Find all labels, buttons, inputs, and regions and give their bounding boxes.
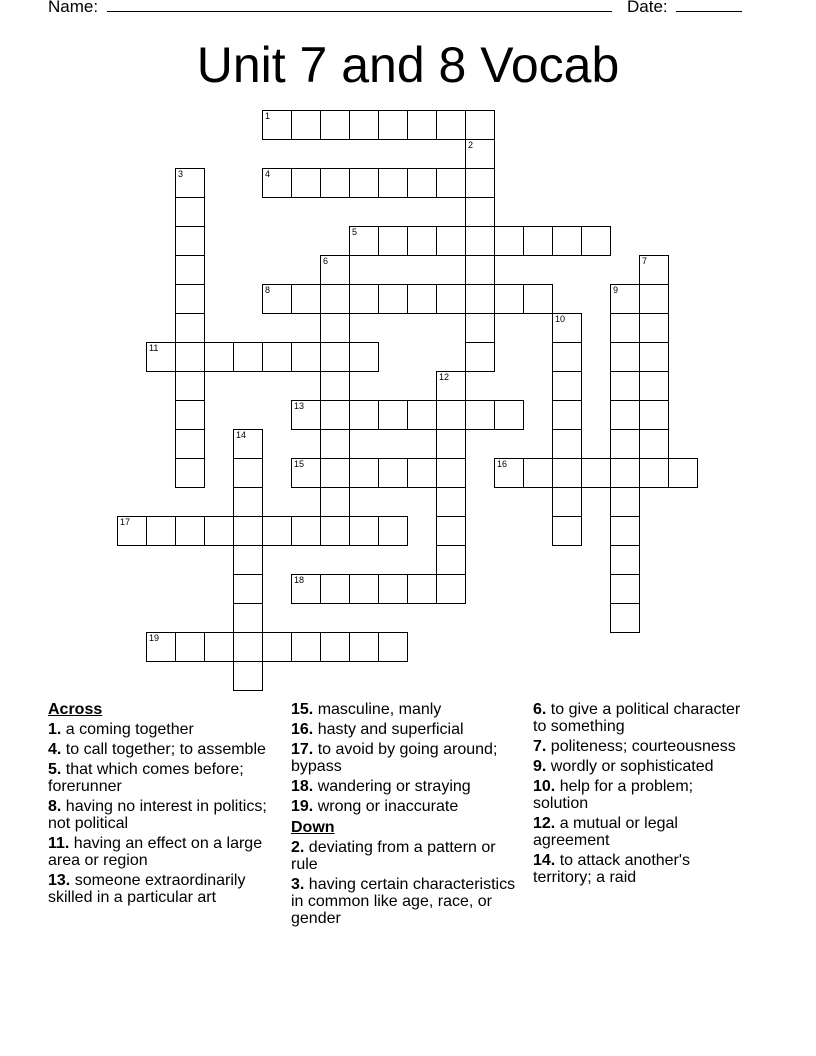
across-clue-list-continued bbox=[291, 701, 523, 815]
clue-item bbox=[533, 852, 748, 886]
grid-cell[interactable] bbox=[204, 342, 234, 372]
clue-number: 15 bbox=[294, 459, 305, 469]
grid-cell[interactable] bbox=[320, 371, 350, 401]
grid-cell[interactable] bbox=[378, 574, 408, 604]
grid-cell[interactable] bbox=[175, 197, 205, 227]
clue-text: to call together; to assemble bbox=[61, 741, 266, 758]
grid-cell[interactable] bbox=[552, 487, 582, 517]
grid-cell[interactable] bbox=[465, 342, 495, 372]
across-heading: Across bbox=[48, 701, 103, 718]
grid-cell[interactable] bbox=[175, 342, 205, 372]
clue-item bbox=[48, 741, 278, 758]
grid-cell[interactable] bbox=[552, 400, 582, 430]
grid-cell[interactable] bbox=[320, 110, 350, 140]
clue-item bbox=[48, 872, 278, 906]
grid-cell[interactable] bbox=[349, 226, 379, 256]
grid-cell[interactable] bbox=[175, 226, 205, 256]
grid-cell[interactable] bbox=[378, 110, 408, 140]
grid-cell[interactable] bbox=[639, 458, 669, 488]
grid-cell[interactable] bbox=[175, 632, 205, 662]
clue-number-label: 7. bbox=[533, 738, 547, 755]
clue-number-label: 1. bbox=[48, 721, 62, 738]
grid-cell[interactable] bbox=[262, 632, 292, 662]
grid-cell[interactable] bbox=[436, 371, 466, 401]
grid-cell[interactable] bbox=[610, 516, 640, 546]
grid-cell[interactable] bbox=[465, 226, 495, 256]
grid-cell[interactable] bbox=[610, 574, 640, 604]
grid-cell[interactable] bbox=[233, 487, 263, 517]
grid-cell[interactable] bbox=[465, 110, 495, 140]
grid-cell[interactable] bbox=[610, 342, 640, 372]
grid-cell[interactable] bbox=[407, 400, 437, 430]
grid-cell[interactable] bbox=[639, 313, 669, 343]
grid-cell[interactable] bbox=[320, 284, 350, 314]
grid-cell[interactable] bbox=[465, 197, 495, 227]
clue-text: to attack another's territory; a raid bbox=[533, 852, 690, 886]
clue-number-label: 5. bbox=[48, 761, 62, 778]
grid-cell[interactable] bbox=[494, 284, 524, 314]
grid-cell[interactable] bbox=[117, 516, 147, 546]
grid-cell[interactable] bbox=[436, 487, 466, 517]
grid-cell[interactable] bbox=[291, 574, 321, 604]
clue-text: wrong or inaccurate bbox=[313, 798, 459, 815]
grid-cell[interactable] bbox=[175, 400, 205, 430]
grid-cell[interactable] bbox=[552, 313, 582, 343]
grid-cell[interactable] bbox=[407, 284, 437, 314]
clue-number-label: 12. bbox=[533, 815, 556, 832]
clue-number-label: 14. bbox=[533, 852, 556, 869]
clue-number: 13 bbox=[294, 401, 305, 411]
date-label: Date: bbox=[627, 0, 668, 16]
clue-text: having an effect on a large area or region bbox=[48, 835, 263, 869]
grid-cell[interactable] bbox=[233, 574, 263, 604]
grid-cell[interactable] bbox=[523, 226, 553, 256]
grid-cell[interactable] bbox=[320, 400, 350, 430]
clue-item bbox=[291, 721, 523, 738]
clue-text: a mutual or legal agreement bbox=[533, 815, 678, 849]
clue-text: hasty and superficial bbox=[313, 721, 464, 738]
clue-number-label: 9. bbox=[533, 758, 547, 775]
grid-cell[interactable] bbox=[291, 284, 321, 314]
grid-cell[interactable] bbox=[436, 110, 466, 140]
clue-item bbox=[291, 741, 523, 775]
clue-text: help for a problem; solution bbox=[533, 778, 694, 812]
grid-cell[interactable] bbox=[552, 458, 582, 488]
name-label: Name: bbox=[48, 0, 99, 16]
grid-cell[interactable] bbox=[465, 313, 495, 343]
grid-cell[interactable] bbox=[262, 168, 292, 198]
grid-cell[interactable] bbox=[668, 458, 698, 488]
grid-cell[interactable] bbox=[291, 400, 321, 430]
clues-column-3 bbox=[533, 699, 748, 889]
grid-cell[interactable] bbox=[320, 429, 350, 459]
grid-cell[interactable] bbox=[262, 110, 292, 140]
grid-cell[interactable] bbox=[204, 516, 234, 546]
clue-number: 6 bbox=[323, 256, 329, 266]
grid-cell[interactable] bbox=[349, 516, 379, 546]
grid-cell[interactable] bbox=[610, 284, 640, 314]
clue-number-label: 4. bbox=[48, 741, 62, 758]
clues-column-2 bbox=[291, 699, 523, 930]
grid-cell[interactable] bbox=[233, 458, 263, 488]
clue-text: having certain characteristics in common like age, race, or gender bbox=[291, 876, 516, 927]
clue-number-label: 6. bbox=[533, 701, 547, 718]
clue-number-label: 18. bbox=[291, 778, 314, 795]
clue-text: someone extraordinarily skilled in a particular art bbox=[48, 872, 246, 906]
clue-number: 3 bbox=[178, 169, 184, 179]
grid-cell[interactable] bbox=[349, 632, 379, 662]
clue-text: politeness; courteousness bbox=[546, 738, 736, 755]
clue-item bbox=[48, 798, 278, 832]
clue-number-label: 17. bbox=[291, 741, 314, 758]
clue-number: 2 bbox=[468, 140, 474, 150]
grid-cell[interactable] bbox=[262, 284, 292, 314]
grid-cell[interactable] bbox=[320, 632, 350, 662]
grid-cell[interactable] bbox=[407, 458, 437, 488]
clue-item bbox=[48, 761, 278, 795]
grid-cell[interactable] bbox=[349, 574, 379, 604]
page-title: Unit 7 and 8 Vocab bbox=[196, 37, 620, 93]
clue-item bbox=[48, 835, 278, 869]
grid-cell[interactable] bbox=[175, 313, 205, 343]
grid-cell[interactable] bbox=[378, 284, 408, 314]
grid-cell[interactable] bbox=[610, 458, 640, 488]
across-clue-list bbox=[48, 721, 278, 906]
grid-cell[interactable] bbox=[291, 110, 321, 140]
clue-number-label: 8. bbox=[48, 798, 62, 815]
clue-item bbox=[291, 798, 523, 815]
grid-cell[interactable] bbox=[146, 632, 176, 662]
grid-cell[interactable] bbox=[639, 371, 669, 401]
grid-cell[interactable] bbox=[320, 255, 350, 285]
clue-number: 4 bbox=[265, 169, 271, 179]
grid-cell[interactable] bbox=[146, 342, 176, 372]
grid-cell[interactable] bbox=[320, 458, 350, 488]
grid-cell[interactable] bbox=[378, 632, 408, 662]
grid-cell[interactable] bbox=[175, 371, 205, 401]
clue-item bbox=[533, 778, 748, 812]
grid-cell[interactable] bbox=[610, 545, 640, 575]
clue-number-label: 16. bbox=[291, 721, 314, 738]
clue-item bbox=[533, 738, 748, 755]
clue-text: to give a political character to something bbox=[533, 701, 741, 735]
grid-cell[interactable] bbox=[378, 516, 408, 546]
clue-text: to avoid by going around; bypass bbox=[291, 741, 498, 775]
clue-item bbox=[291, 876, 523, 927]
grid-cell[interactable] bbox=[610, 371, 640, 401]
clue-number: 17 bbox=[120, 517, 131, 527]
grid-cell[interactable] bbox=[610, 429, 640, 459]
grid-cell[interactable] bbox=[407, 168, 437, 198]
grid-cell[interactable] bbox=[378, 168, 408, 198]
grid-cell[interactable] bbox=[349, 400, 379, 430]
grid-cell[interactable] bbox=[378, 458, 408, 488]
grid-cell[interactable] bbox=[175, 429, 205, 459]
grid-cell[interactable] bbox=[204, 632, 234, 662]
grid-cell[interactable] bbox=[262, 516, 292, 546]
clue-item bbox=[291, 701, 523, 718]
clue-number: 11 bbox=[149, 343, 159, 353]
grid-cell[interactable] bbox=[581, 226, 611, 256]
clue-number-label: 3. bbox=[291, 876, 305, 893]
clue-item bbox=[533, 815, 748, 849]
grid-cell[interactable] bbox=[465, 400, 495, 430]
grid-cell[interactable] bbox=[639, 255, 669, 285]
grid-cell[interactable] bbox=[436, 516, 466, 546]
grid-cell[interactable] bbox=[349, 168, 379, 198]
grid-cell[interactable] bbox=[436, 458, 466, 488]
grid-cell[interactable] bbox=[639, 342, 669, 372]
grid-cell[interactable] bbox=[494, 226, 524, 256]
grid-cell[interactable] bbox=[523, 284, 553, 314]
grid-cell[interactable] bbox=[639, 284, 669, 314]
clue-item bbox=[291, 778, 523, 795]
grid-cell[interactable] bbox=[233, 545, 263, 575]
clues-column-1 bbox=[48, 699, 278, 909]
grid-cell[interactable] bbox=[436, 545, 466, 575]
grid-cell[interactable] bbox=[320, 313, 350, 343]
grid-cell[interactable] bbox=[610, 603, 640, 633]
down-heading: Down bbox=[291, 819, 335, 836]
grid-cell[interactable] bbox=[436, 226, 466, 256]
grid-cell[interactable] bbox=[291, 632, 321, 662]
grid-cell[interactable] bbox=[494, 458, 524, 488]
grid-cell[interactable] bbox=[581, 458, 611, 488]
grid-cell[interactable] bbox=[407, 226, 437, 256]
grid-cell[interactable] bbox=[552, 226, 582, 256]
grid-cell[interactable] bbox=[523, 458, 553, 488]
clue-number: 19 bbox=[149, 633, 160, 643]
grid-cell[interactable] bbox=[175, 284, 205, 314]
grid-cell[interactable] bbox=[320, 574, 350, 604]
clue-text: that which comes before; forerunner bbox=[48, 761, 244, 795]
grid-cell[interactable] bbox=[436, 168, 466, 198]
clue-text: having no interest in politics; not political bbox=[48, 798, 267, 832]
clue-number: 12 bbox=[439, 372, 450, 382]
grid-cell[interactable] bbox=[175, 458, 205, 488]
clue-number: 7 bbox=[642, 256, 648, 266]
grid-cell[interactable] bbox=[407, 574, 437, 604]
grid-cell[interactable] bbox=[349, 284, 379, 314]
grid-cell[interactable] bbox=[233, 661, 263, 691]
grid-cell[interactable] bbox=[552, 429, 582, 459]
grid-cell[interactable] bbox=[291, 342, 321, 372]
grid-cell[interactable] bbox=[320, 168, 350, 198]
clue-number-label: 13. bbox=[48, 872, 71, 889]
grid-cell[interactable] bbox=[552, 516, 582, 546]
grid-cell[interactable] bbox=[465, 168, 495, 198]
clue-number: 9 bbox=[613, 285, 619, 295]
grid-cell[interactable] bbox=[639, 429, 669, 459]
clue-item bbox=[533, 758, 748, 775]
grid-cell[interactable] bbox=[146, 516, 176, 546]
grid-cell[interactable] bbox=[610, 313, 640, 343]
grid-cell[interactable] bbox=[610, 487, 640, 517]
clue-number-label: 2. bbox=[291, 839, 305, 856]
down-clue-list bbox=[291, 839, 523, 927]
grid-cell[interactable] bbox=[465, 139, 495, 169]
grid-cell[interactable] bbox=[436, 574, 466, 604]
grid-cell[interactable] bbox=[291, 516, 321, 546]
clue-number: 8 bbox=[265, 285, 271, 295]
grid-cell[interactable] bbox=[291, 168, 321, 198]
grid-cell[interactable] bbox=[552, 342, 582, 372]
grid-cell[interactable] bbox=[465, 255, 495, 285]
grid-cell[interactable] bbox=[320, 487, 350, 517]
down-clue-list-continued bbox=[533, 701, 748, 886]
grid-cell[interactable] bbox=[233, 429, 263, 459]
grid-cell[interactable] bbox=[378, 400, 408, 430]
grid-cell[interactable] bbox=[291, 458, 321, 488]
grid-cell[interactable] bbox=[233, 342, 263, 372]
grid-cell[interactable] bbox=[610, 400, 640, 430]
grid-cell[interactable] bbox=[349, 342, 379, 372]
clue-number-label: 11. bbox=[48, 835, 70, 852]
clue-text: wandering or straying bbox=[313, 778, 471, 795]
grid-cell[interactable] bbox=[320, 516, 350, 546]
grid-cell[interactable] bbox=[465, 284, 495, 314]
clue-number: 1 bbox=[265, 111, 271, 121]
grid-cell[interactable] bbox=[436, 284, 466, 314]
grid-cell[interactable] bbox=[639, 400, 669, 430]
grid-cell[interactable] bbox=[436, 429, 466, 459]
clue-text: wordly or sophisticated bbox=[546, 758, 714, 775]
grid-cell[interactable] bbox=[494, 400, 524, 430]
grid-cell[interactable] bbox=[349, 458, 379, 488]
grid-cell[interactable] bbox=[233, 603, 263, 633]
grid-cell[interactable] bbox=[233, 632, 263, 662]
grid-cell[interactable] bbox=[262, 342, 292, 372]
clue-text: deviating from a pattern or rule bbox=[291, 839, 496, 873]
grid-cell[interactable] bbox=[349, 110, 379, 140]
grid-cell[interactable] bbox=[552, 371, 582, 401]
clue-number: 14 bbox=[236, 430, 247, 440]
clue-item bbox=[533, 701, 748, 735]
clue-text: masculine, manly bbox=[313, 701, 442, 718]
clue-text: a coming together bbox=[61, 721, 194, 738]
grid-cell[interactable] bbox=[407, 110, 437, 140]
grid-cell[interactable] bbox=[175, 168, 205, 198]
grid-cell[interactable] bbox=[175, 255, 205, 285]
clue-item bbox=[291, 839, 523, 873]
clue-number-label: 19. bbox=[291, 798, 314, 815]
clue-item bbox=[48, 721, 278, 738]
clue-number: 18 bbox=[294, 575, 305, 585]
clue-number: 5 bbox=[352, 227, 358, 237]
grid-cell[interactable] bbox=[378, 226, 408, 256]
clue-number: 16 bbox=[497, 459, 508, 469]
grid-cell[interactable] bbox=[233, 516, 263, 546]
clue-number-label: 10. bbox=[533, 778, 556, 795]
clue-number-label: 15. bbox=[291, 701, 314, 718]
grid-cell[interactable] bbox=[175, 516, 205, 546]
grid-cell[interactable] bbox=[320, 342, 350, 372]
grid-cell[interactable] bbox=[436, 400, 466, 430]
clue-number: 10 bbox=[555, 314, 566, 324]
